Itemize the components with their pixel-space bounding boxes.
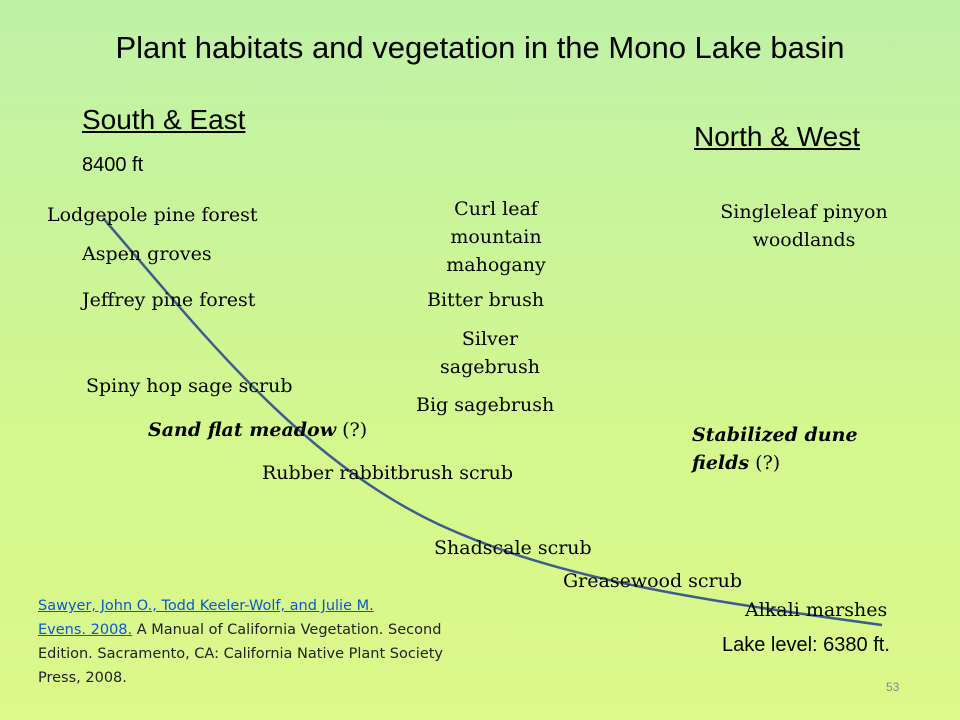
habitat-big-sagebrush: Big sagebrush: [416, 394, 555, 416]
lake-level-label: Lake level: 6380 ft.: [722, 634, 890, 656]
citation-link-line1[interactable]: Sawyer, John O., Todd Keeler-Wolf, and Julie M.: [38, 598, 374, 614]
habitat-lodgepole: Lodgepole pine forest: [47, 204, 258, 226]
sand-flat-note: (?): [342, 419, 368, 441]
habitat-shadscale: Shadscale scrub: [434, 537, 592, 559]
page-title: Plant habitats and vegetation in the Mono Lake basin: [115, 30, 845, 65]
dune-line1: Stabilized dune: [692, 424, 858, 446]
page-number: 53: [886, 680, 900, 694]
elevation-label: 8400 ft: [82, 154, 144, 176]
dune-line2: fields: [692, 452, 750, 474]
habitat-sand-flat-meadow: [148, 419, 367, 441]
habitat-jeffrey-pine: Jeffrey pine forest: [82, 289, 256, 311]
habitat-rubber-rabbitbrush: Rubber rabbitbrush scrub: [262, 462, 514, 484]
habitat-stabilized-dune-fields: [692, 421, 858, 477]
citation-text: A Manual of California Vegetation. Second Edition. Sacramento, CA: California Native Plant Society Press, 2008.: [38, 622, 444, 686]
south-east-heading: South & East: [82, 104, 246, 135]
silver-sagebrush-line2: sagebrush: [440, 356, 540, 378]
sand-flat-label: Sand flat meadow: [148, 419, 337, 441]
citation: [38, 594, 478, 690]
habitat-greasewood: Greasewood scrub: [563, 570, 743, 592]
pinyon-line1: Singleleaf pinyon: [720, 201, 888, 223]
curl-leaf-line1: Curl leaf: [454, 198, 538, 220]
citation-link-line2[interactable]: Evens. 2008.: [38, 622, 133, 638]
habitat-silver-sagebrush: [410, 325, 570, 381]
north-west-heading: North & West: [694, 121, 860, 152]
curl-leaf-line3: mahogany: [446, 254, 546, 276]
silver-sagebrush-line1: Silver: [461, 328, 519, 350]
dune-note: (?): [755, 452, 781, 474]
habitat-alkali-marshes: Alkali marshes: [745, 599, 888, 621]
habitat-pinyon-woodlands: [694, 198, 914, 254]
habitat-spiny-hop-sage: Spiny hop sage scrub: [86, 375, 293, 397]
habitat-curl-leaf-mahogany: [416, 195, 576, 279]
curl-leaf-line2: mountain: [450, 226, 542, 248]
pinyon-line2: woodlands: [752, 229, 856, 251]
habitat-bitter-brush: Bitter brush: [427, 289, 545, 311]
habitat-aspen: Aspen groves: [82, 243, 212, 265]
